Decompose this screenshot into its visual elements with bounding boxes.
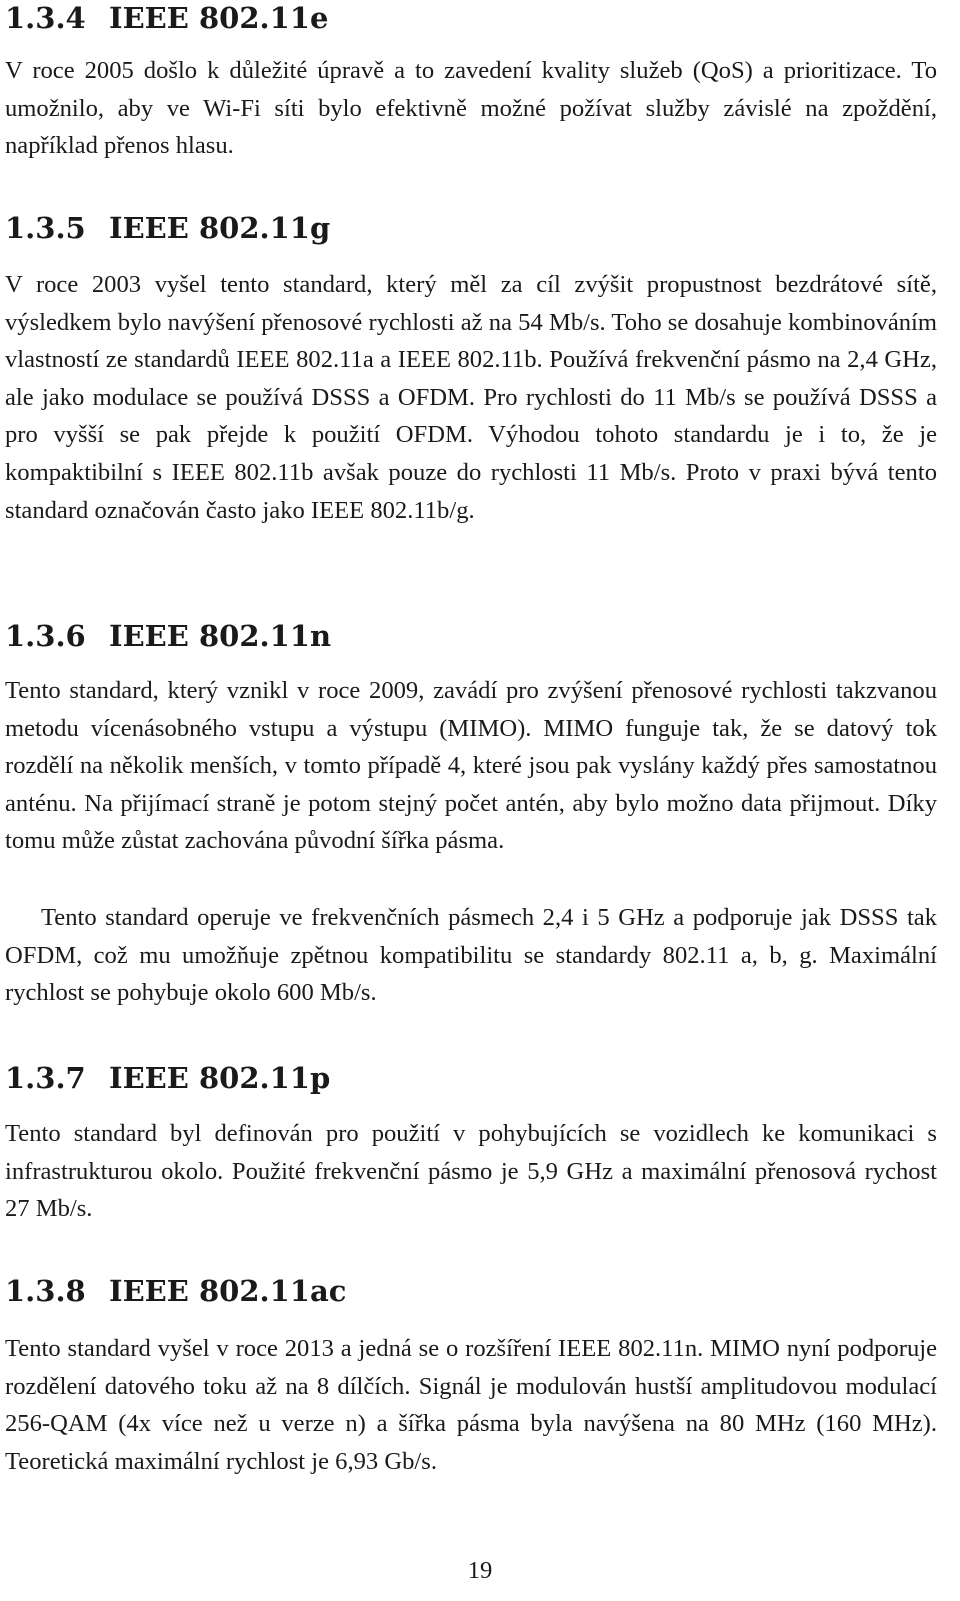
- section-heading: [5, 0, 328, 36]
- paragraph: Tento standard, který vznikl v roce 2009, zavádí pro zvýšení přenosové rychlosti takzvanou metodu vícenásobného vstupu a výstupu (MIMO). MIMO funguje tak, že se datový tok rozdělí na několik menších, v tomto případě 4, které jsou pak vyslány každý přes samostatnou anténu. Na přijímací straně je potom stejný počet antén, aby bylo možno data přijmout. Díky tomu může zůstat zachována původní šířka pásma.: [5, 677, 937, 855]
- paragraph: Tento standard vyšel v roce 2013 a jedná se o rozšíření IEEE 802.11n. MIMO nyní podporuje rozdělení datového toku až na 8 dílčích. Signál je modulován hustší amplitudovou modulací 256-QAM (4x více než u verze n) a šířka pásma byla navýšena na 80 MHz (160 MHz). Teoretická maximální rychlost je 6,93 Gb/s.: [5, 1335, 937, 1475]
- paragraph: V roce 2005 došlo k důležité úpravě a to zavedení kvality služeb (QoS) a prioritizace. To umožnilo, aby ve Wi-Fi síti bylo efektivně možné požívat služby závislé na zpoždění, například přenos hlasu.: [5, 57, 937, 160]
- section-number: 1.3.8: [5, 1274, 86, 1308]
- paragraph: Tento standard operuje ve frekvenčních pásmech 2,4 i 5 GHz a podporuje jak DSSS tak OFDM, což mu umožňuje zpětnou kompatibilitu se standardy 802.11 a, b, g. Maximální rychlost se pohybuje okolo 600 Mb/s.: [5, 904, 937, 1007]
- section-title: IEEE 802.11ac: [109, 1274, 347, 1308]
- page-number: 19: [467, 1557, 493, 1584]
- section-number: 1.3.7: [5, 1061, 86, 1095]
- section-number: 1.3.4: [5, 1, 86, 35]
- paragraph: V roce 2003 vyšel tento standard, který měl za cíl zvýšit propustnost bezdrátové sítě, výsledkem bylo navýšení přenosové rychlosti až na 54 Mb/s. Toho se dosahuje kombinováním vlastností ze standardů IEEE 802.11a a IEEE 802.11b. Používá frekvenční pásmo na 2,4 GHz, ale jako modulace se používá DSSS a OFDM. Pro rychlosti do 11 Mb/s se používá DSSS a pro vyšší se pak přejde k použití OFDM. Výhodou tohoto standardu je i to, že je kompaktibilní s IEEE 802.11b avšak pouze do rychlosti 11 Mb/s. Proto v praxi bývá tento standard označován často jako IEEE 802.11b/g.: [5, 271, 937, 524]
- paragraph: Tento standard byl definován pro použití v pohybujících se vozidlech ke komunikaci s infrastrukturou okolo. Použité frekvenční pásmo je 5,9 GHz a maximální přenosová rychost 27 Mb/s.: [5, 1120, 937, 1223]
- section-title: IEEE 802.11g: [109, 211, 331, 245]
- section-number: 1.3.6: [5, 619, 86, 653]
- section-number: 1.3.5: [5, 211, 86, 245]
- section-heading: [5, 618, 331, 654]
- section-heading: [5, 210, 330, 246]
- section-title: IEEE 802.11n: [109, 619, 332, 653]
- section-heading: [5, 1273, 346, 1309]
- section-title: IEEE 802.11e: [109, 1, 329, 35]
- section-heading: [5, 1060, 330, 1096]
- section-title: IEEE 802.11p: [109, 1061, 331, 1095]
